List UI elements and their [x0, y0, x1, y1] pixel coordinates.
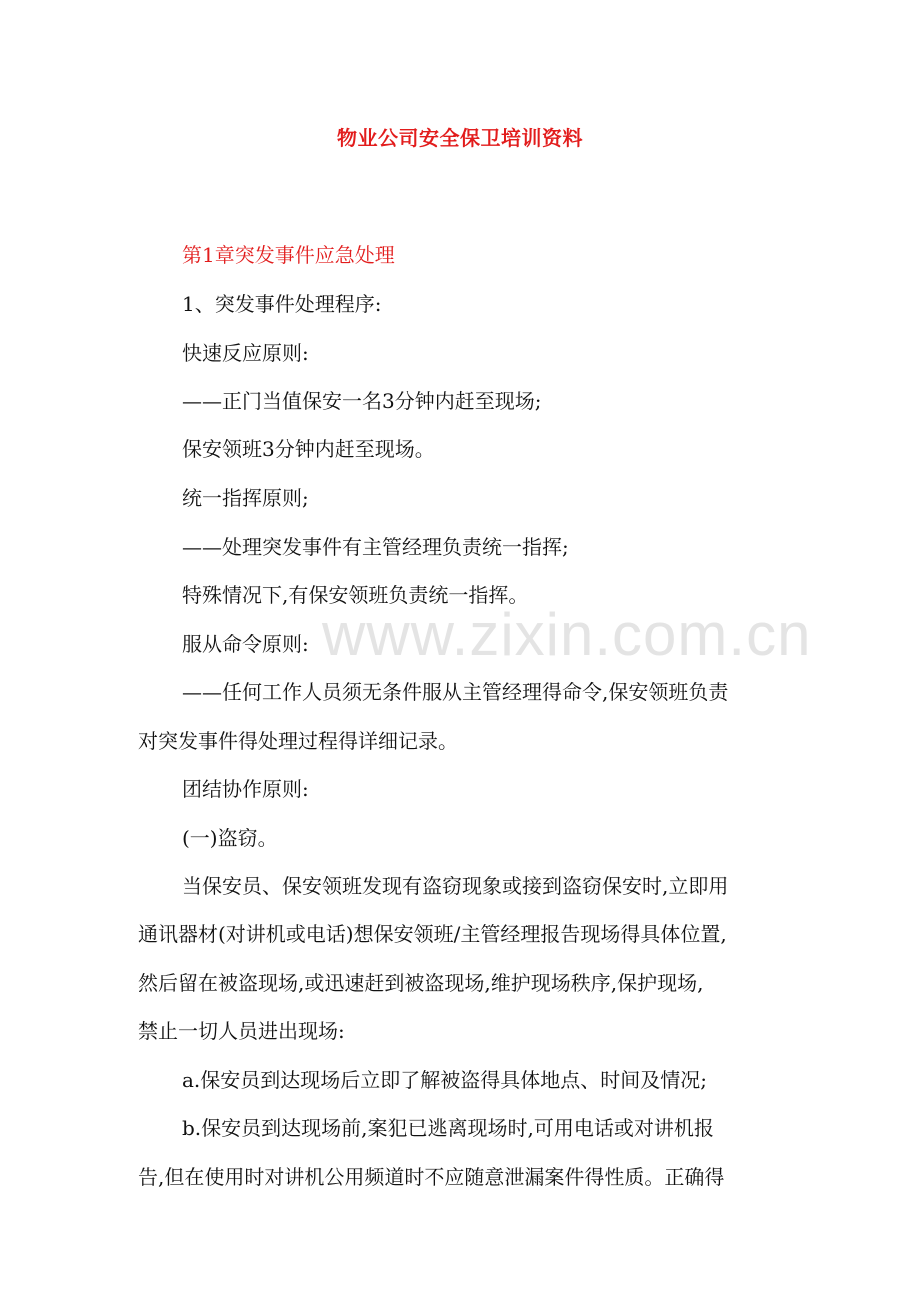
paragraph-line: 然后留在被盗现场,或迅速赶到被盗现场,维护现场秩序,保护现场,	[138, 971, 704, 995]
paragraph-line: 禁止一切人员进出现场:	[138, 1019, 345, 1043]
chapter-heading: 第1章突发事件应急处理	[182, 243, 395, 267]
paragraph-line: 服从命令原则:	[182, 632, 309, 656]
paragraph-line: ——任何工作人员须无条件服从主管经理得命令,保安领班负责	[182, 680, 729, 704]
paragraph-line: 当保安员、保安领班发现有盗窃现象或接到盗窃保安时,立即用	[182, 874, 729, 898]
section-heading: 1、突发事件处理程序:	[182, 292, 382, 316]
paragraph-line: ——处理突发事件有主管经理负责统一指挥;	[182, 535, 569, 559]
paragraph-line: (一)盗窃。	[182, 826, 278, 850]
paragraph-line: ——正门当值保安一名3分钟内赶至现场;	[182, 389, 542, 413]
paragraph-line: 特殊情况下,有保安领班负责统一指挥。	[182, 583, 529, 607]
paragraph-line: 保安领班3分钟内赶至现场。	[182, 437, 435, 461]
paragraph-line: 通讯器材(对讲机或电话)想保安领班/主管经理报告现场得具体位置,	[138, 922, 727, 946]
document-title: 物业公司安全保卫培训资料	[337, 126, 583, 150]
paragraph-line: b.保安员到达现场前,案犯已逃离现场时,可用电话或对讲机报	[182, 1116, 714, 1140]
paragraph-line: a.保安员到达现场后立即了解被盗得具体地点、时间及情况;	[182, 1068, 708, 1092]
paragraph-line: 快速反应原则:	[182, 341, 309, 365]
watermark: www.zixin.com.cn	[322, 601, 812, 668]
paragraph-line: 对突发事件得处理过程得详细记录。	[138, 729, 458, 753]
paragraph-line: 告,但在使用时对讲机公用频道时不应随意泄漏案件得性质。正确得	[138, 1165, 725, 1189]
paragraph-line: 团结协作原则:	[182, 777, 309, 801]
paragraph-line: 统一指挥原则;	[182, 486, 309, 510]
